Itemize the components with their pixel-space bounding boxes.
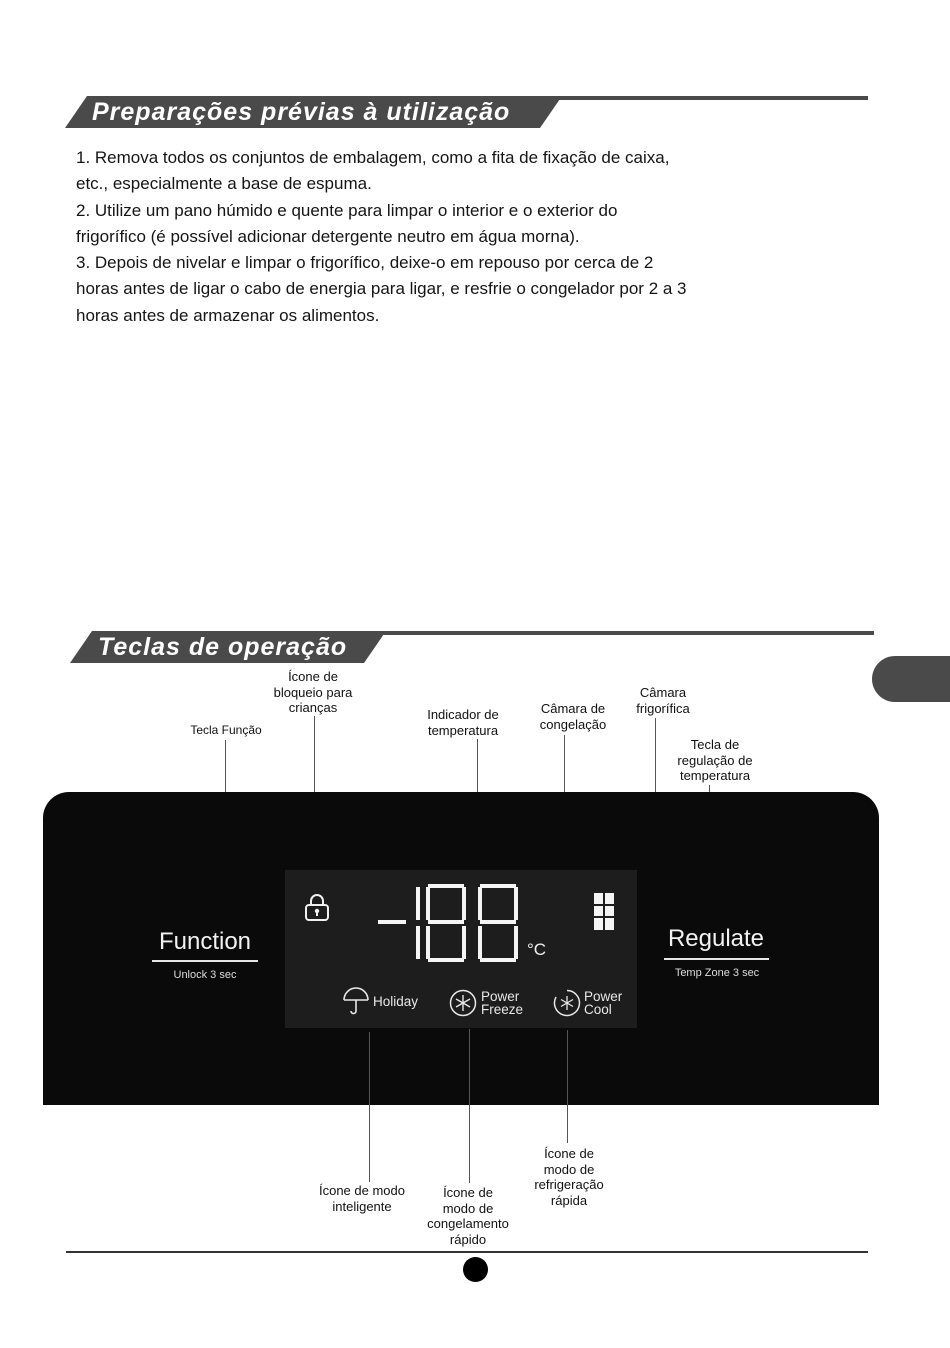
minus-segment — [378, 920, 406, 924]
power-cool-label: Power Cool — [584, 989, 623, 1017]
snowflake-icon — [449, 989, 477, 1017]
section-title: Teclas de operação — [98, 633, 348, 661]
lock-icon — [303, 892, 331, 922]
instruction-line: 2. Utilize um pano húmido e quente para limpar o interior e o exterior do — [76, 200, 618, 220]
page-number-dot — [463, 1257, 488, 1282]
instruction-line: etc., especialmente a base de espuma. — [76, 174, 372, 194]
callout-function-key: Tecla Função — [190, 723, 262, 737]
instruction-line: horas antes de armazenar os alimentos. — [76, 305, 380, 325]
preparation-instructions — [76, 145, 836, 329]
header-rule — [540, 96, 868, 100]
leader-line-fast-freeze — [469, 1029, 470, 1183]
side-chapter-tab — [872, 656, 950, 702]
function-underline — [152, 960, 258, 962]
leader-line-fast-cool — [567, 1030, 568, 1143]
umbrella-icon — [342, 986, 370, 1016]
callout-fast-cool: Ícone de modo de refrigeração rápida — [534, 1146, 604, 1208]
power-freeze-label: Power Freeze — [481, 989, 524, 1017]
leader-line-smart-mode — [369, 1032, 370, 1182]
temperature-digits — [372, 884, 532, 964]
section-title: Preparações prévias à utilização — [92, 98, 511, 126]
section-header-preparations — [0, 96, 950, 130]
regulate-sub-label: Temp Zone 3 sec — [674, 967, 760, 979]
callout-child-lock: Ícone de bloqueio para crianças — [273, 669, 353, 715]
regulate-underline — [664, 958, 769, 960]
callout-fridge-compartment: Câmara frigorífica — [636, 685, 690, 716]
callout-freezer-compartment: Câmara de congelação — [539, 701, 607, 732]
fridge-compartment-icon — [593, 892, 615, 932]
regulate-button[interactable]: Regulate — [667, 925, 765, 952]
section-header-operation-keys — [0, 631, 950, 665]
instruction-line: frigorífico (é possível adicionar detergente neutro em água morna). — [76, 226, 580, 246]
function-sub-label: Unlock 3 sec — [173, 969, 237, 981]
function-button[interactable]: Function — [158, 928, 252, 955]
holiday-label: Holiday — [373, 994, 419, 1009]
header-rule — [370, 631, 874, 635]
temperature-unit: °C — [527, 940, 547, 959]
star-icon — [553, 989, 581, 1017]
callout-temp-regulate-key: Tecla de regulação de temperatura — [677, 737, 753, 783]
callout-fast-freeze: Ícone de modo de congelamento rápido — [427, 1185, 509, 1247]
callout-temp-indicator: Indicador de temperatura — [427, 707, 499, 738]
footer-rule — [66, 1251, 868, 1253]
instruction-line: 3. Depois de nivelar e limpar o frigorífico, deixe-o em repouso por cerca de 2 — [76, 253, 654, 273]
instruction-line: 1. Remova todos os conjuntos de embalagem, como a fita de fixação de caixa, — [76, 148, 670, 167]
instruction-line: horas antes de ligar o cabo de energia para ligar, e resfrie o congelador por 2 a 3 — [76, 279, 687, 299]
callout-smart-mode: Ícone de modo inteligente — [318, 1183, 405, 1214]
